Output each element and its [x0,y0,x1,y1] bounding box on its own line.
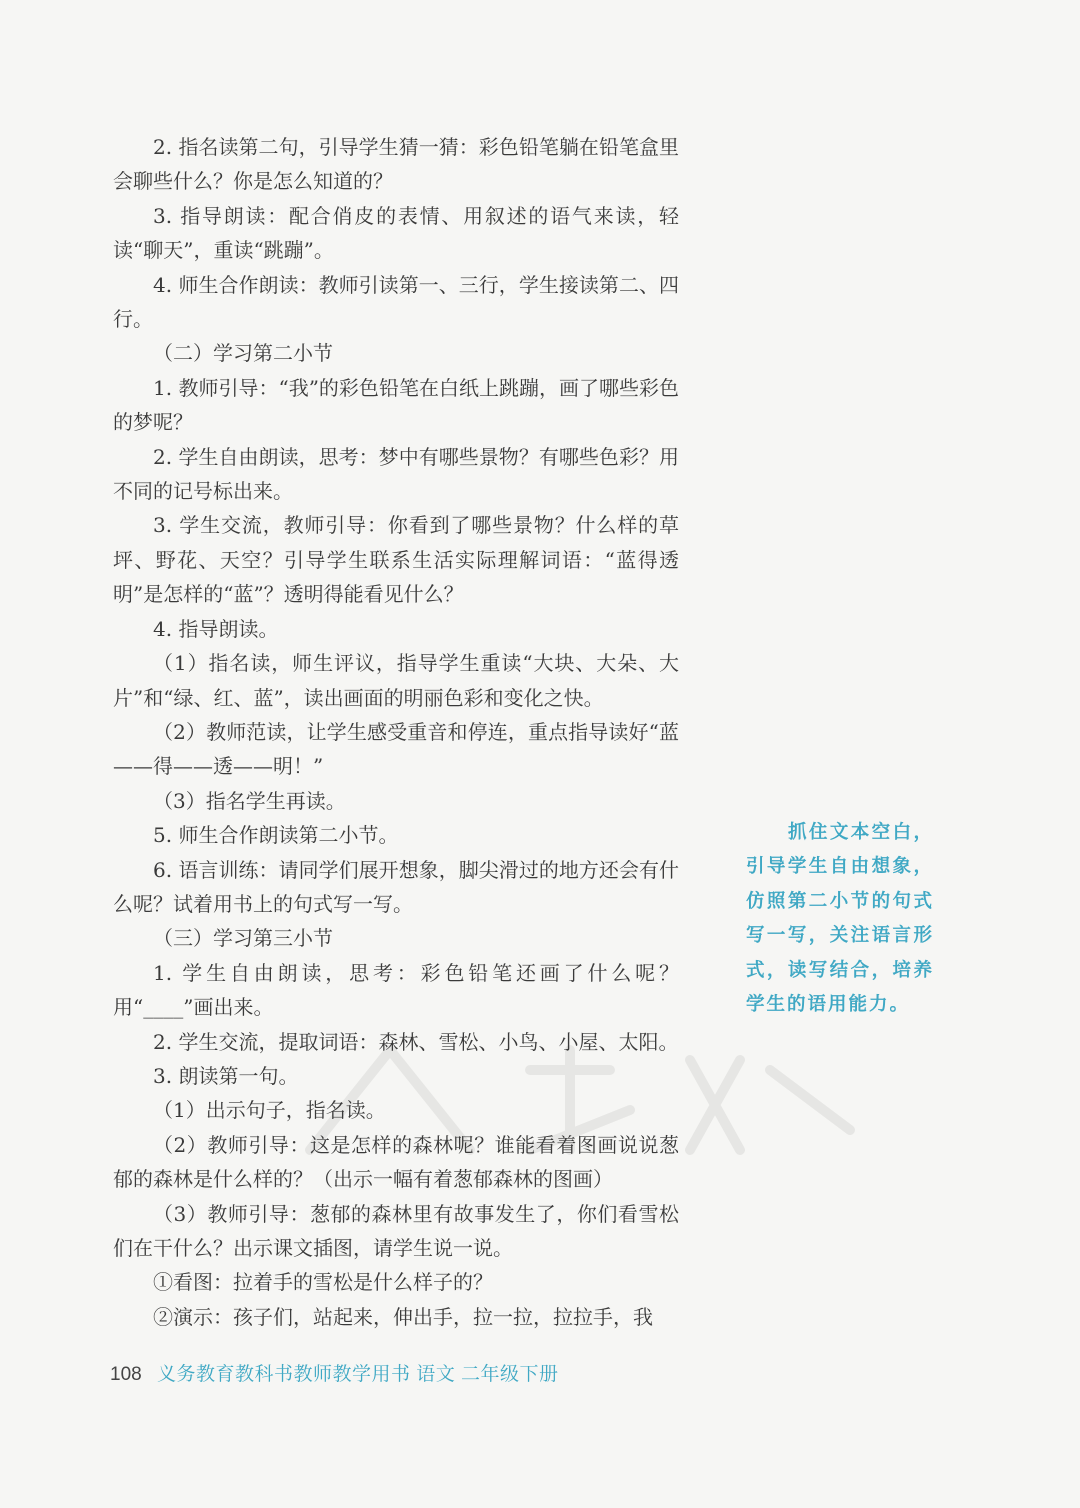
paragraph: 3. 学生交流，教师引导：你看到了哪些景物？什么样的草坪、野花、天空？引导学生联系生活实际理解词语：“蓝得透明”是怎样的“蓝”？透明得能看见什么？ [113,513,679,607]
margin-note [746,816,934,1022]
paragraph: （三）学习第三小节 [153,926,333,951]
paragraph: 2. 指名读第二句，引导学生猜一猜：彩色铅笔躺在铅笔盒里会聊些什么？你是怎么知道的？ [113,135,679,194]
paragraph: （3）教师引导：葱郁的森林里有故事发生了，你们看雪松们在干什么？出示课文插图，请学生说一说。 [113,1201,679,1260]
paragraph: （2）教师范读，让学生感受重音和停连，重点指导读好“蓝——得——透——明！” [113,719,679,779]
paragraph: ①看图：拉着手的雪松是什么样子的？ [153,1270,493,1295]
paragraph: 2. 学生自由朗读，思考：梦中有哪些景物？有哪些色彩？用不同的记号标出来。 [113,444,679,504]
paragraph: 1. 教师引导：“我”的彩色铅笔在白纸上跳蹦，画了哪些彩色的梦呢？ [113,375,679,435]
paragraph: （3）指名学生再读。 [153,788,346,813]
paragraph: （1）指名读，师生评议，指导学生重读“大块、大朵、大片”和“绿、红、蓝”，读出画面的明丽色彩和变化之快。 [113,651,679,710]
page-number: 108 [110,1364,142,1385]
paragraph: ②演示：孩子们，站起来，伸出手，拉一拉，拉拉手，我 [153,1304,653,1329]
main-text-column [113,130,679,1334]
paragraph: 1. 学生自由朗读，思考：彩色铅笔还画了什么呢？用“____”画出来。 [113,960,679,1020]
paragraph: 2. 学生交流，提取词语：森林、雪松、小鸟、小屋、太阳。 [153,1029,679,1054]
paragraph: （二）学习第二小节 [153,341,333,366]
book-title: 义务教育教科书教师教学用书 语文 二年级下册 [156,1364,559,1385]
paragraph: 3. 朗读第一句。 [153,1063,299,1088]
paragraph: 3. 指导朗读：配合俏皮的表情、用叙述的语气来读，轻读“聊天”，重读“跳蹦”。 [113,203,679,263]
paragraph: 6. 语言训练：请同学们展开想象，脚尖滑过的地方还会有什么呢？试着用书上的句式写一写。 [113,857,679,916]
paragraph: 5. 师生合作朗读第二小节。 [153,823,399,848]
paragraph: 4. 师生合作朗读：教师引读第一、三行，学生接读第二、四行。 [113,272,679,332]
paragraph: （2）教师引导：这是怎样的森林呢？谁能看着图画说说葱郁的森林是什么样的？（出示一幅有着葱郁森林的图画） [113,1132,679,1192]
paragraph: （1）出示句子，指名读。 [153,1098,386,1123]
page-footer [110,1361,559,1389]
margin-note-text: 抓住文本空白，引导学生自由想象，仿照第二小节的句式写一写，关注语言形式，读写结合，培养学生的语用能力。 [746,822,934,1016]
paragraph: 4. 指导朗读。 [153,616,279,641]
